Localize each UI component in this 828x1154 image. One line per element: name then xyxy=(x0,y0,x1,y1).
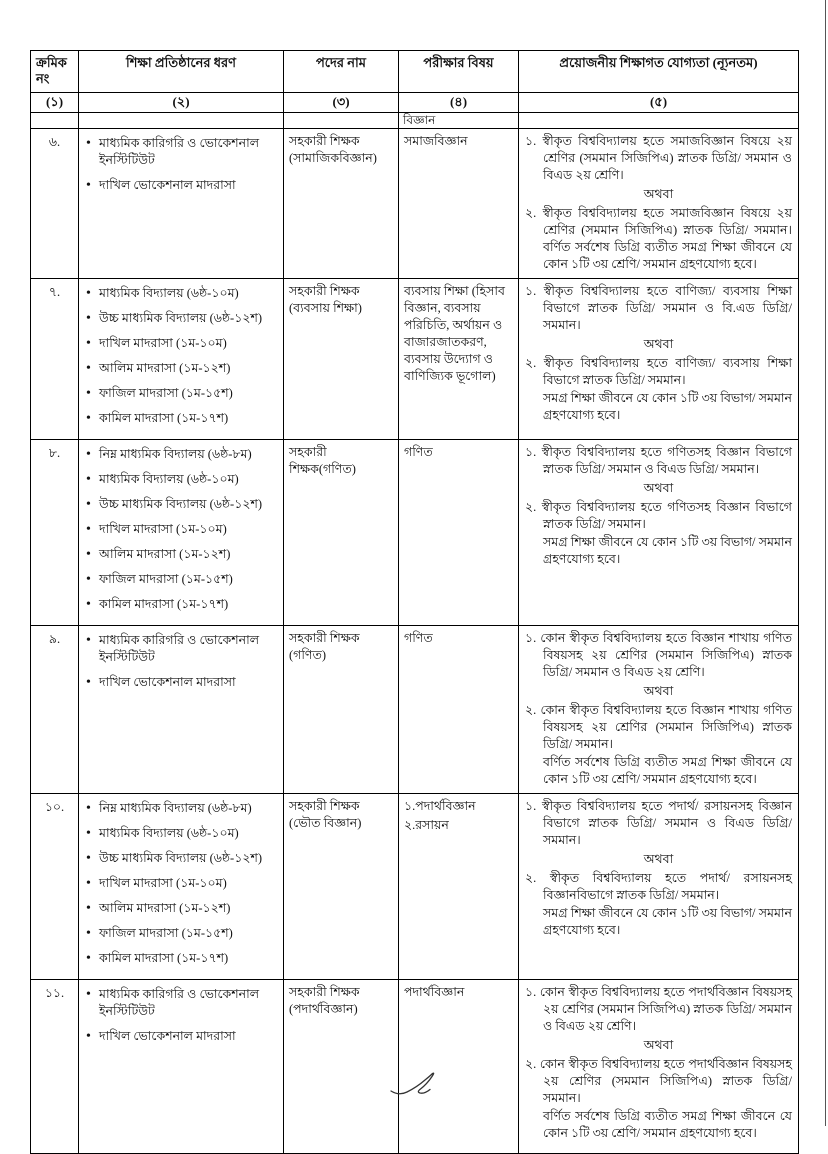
subject-line: সমাজবিজ্ঞান xyxy=(404,134,468,149)
institution-list xyxy=(84,135,278,194)
institution-cell xyxy=(79,980,284,1154)
institution-item: • দাখিল ভোকেশনাল মাদরাসা xyxy=(84,674,278,691)
qualification-note: বর্ণিত সর্বশেষ ডিগ্রি ব্যতীত সমগ্র শিক্ষা জীবনে যে কোন ১টি ৩য় শ্রেণি/ সমমান গ্রহণযোগ্য হবে। xyxy=(543,755,792,787)
serial-cell: ১০. xyxy=(31,794,79,980)
subject-line: পদার্থবিজ্ঞান xyxy=(404,985,465,1000)
qualification-note: সমগ্র শিক্ষা জীবনে যে কোন ১টি ৩য় বিভাগ/ সমমান গ্রহণযোগ্য হবে। xyxy=(543,906,792,938)
subject-line: গণিত xyxy=(404,631,433,646)
qualification-item: ১. কোন স্বীকৃত বিশ্ববিদ্যালয় হতে বিজ্ঞান শাখায় গণিত বিষয়সহ ২য় শ্রেণির (সমমান সিজিপিএ) স্নাতক ডিগ্রি/ সমমান ও বিএড ২য় শ্রেণি। xyxy=(525,631,792,680)
table-row xyxy=(31,794,799,980)
column-number-2: (২) xyxy=(79,92,284,112)
column-number-5: (৫) xyxy=(519,92,799,112)
signature-scribble-icon xyxy=(388,1070,444,1098)
qualification-item: ১. স্বীকৃত বিশ্ববিদ্যালয় হতে পদার্থ/ রসায়নসহ বিজ্ঞান বিভাগে স্নাতক ডিগ্রি/ সমমান ও বিএড ডিগ্রি/ সমমান। xyxy=(525,799,792,848)
institution-cell xyxy=(79,129,284,279)
institution-item: • মাধ্যমিক বিদ্যালয় (৬ষ্ঠ-১০ম) xyxy=(84,285,278,302)
institution-item: • দাখিল মাদরাসা (১ম-১০ম) xyxy=(84,875,278,892)
post-cell: সহকারী শিক্ষক (পদার্থবিজ্ঞান) xyxy=(284,980,399,1154)
institution-list xyxy=(84,446,278,613)
serial-cell: ৬. xyxy=(31,129,79,279)
qualification-cell xyxy=(519,794,799,980)
institution-item: • দাখিল মাদরাসা (১ম-১০ম) xyxy=(84,335,278,352)
qualification-item: ২. স্বীকৃত বিশ্ববিদ্যালয় হতে পদার্থ/ রসায়নসহ বিজ্ঞানবিভাগে স্নাতক ডিগ্রি/ সমমান। xyxy=(525,871,792,903)
header-post-name: পদের নাম xyxy=(284,51,399,93)
serial-cell: ১১. xyxy=(31,980,79,1154)
column-number-3: (৩) xyxy=(284,92,399,112)
qualification-item: ২. স্বীকৃত বিশ্ববিদ্যালয় হতে সমাজবিজ্ঞান বিষয়ে ২য় শ্রেণির (সমমান সিজিপিএ) স্নাতক ডিগ্রি/ সমমান। বর্ণিত সর্বশেষ ডিগ্রি ব্যতীত সমগ্র শিক্ষা জীবনে যে কোন ১টি ৩য় শ্রেণি/ সমমান গ্রহণযোগ্য হবে। xyxy=(525,206,792,272)
section-label: বিজ্ঞান xyxy=(399,112,519,128)
section-empty-cell xyxy=(284,112,399,128)
scan-edge-artifact xyxy=(825,0,826,1126)
subject-cell xyxy=(399,279,519,440)
institution-list xyxy=(84,285,278,427)
table-row xyxy=(31,129,799,279)
institution-item: • দাখিল মাদরাসা (১ম-১০ম) xyxy=(84,521,278,538)
header-exam-subject: পরীক্ষার বিষয় xyxy=(399,51,519,93)
institution-item: • আলিম মাদরাসা (১ম-১২শ) xyxy=(84,360,278,377)
subject-line: ২.রসায়ন xyxy=(404,818,449,833)
qualification-or: অথবা xyxy=(643,187,674,202)
table-row xyxy=(31,279,799,440)
institution-item: • ফাজিল মাদরাসা (১ম-১৫শ) xyxy=(84,571,278,588)
institution-item: • দাখিল ভোকেশনাল মাদরাসা xyxy=(84,177,278,194)
institution-item: • ফাজিল মাদরাসা (১ম-১৫শ) xyxy=(84,925,278,942)
institution-item: • কামিল মাদরাসা (১ম-১৭শ) xyxy=(84,596,278,613)
institution-item: • মাধ্যমিক কারিগরি ও ভোকেশনাল ইনস্টিটিউট xyxy=(84,986,278,1020)
post-cell: সহকারী শিক্ষক (ব্যবসায় শিক্ষা) xyxy=(284,279,399,440)
institution-cell xyxy=(79,794,284,980)
qualification-cell xyxy=(519,980,799,1154)
institution-item: • আলিম মাদরাসা (১ম-১২শ) xyxy=(84,546,278,563)
header-institution-type: শিক্ষা প্রতিষ্ঠানের ধরণ xyxy=(79,51,284,93)
serial-cell: ৮. xyxy=(31,440,79,626)
institution-list xyxy=(84,800,278,967)
table-row xyxy=(31,440,799,626)
header-row xyxy=(31,51,799,93)
institution-item: • ফাজিল মাদরাসা (১ম-১৫শ) xyxy=(84,385,278,402)
table-row xyxy=(31,980,799,1154)
qualification-or: অথবা xyxy=(643,684,674,699)
header-qualification: প্রয়োজনীয় শিক্ষাগত যোগ্যতা (ন্যূনতম) xyxy=(519,51,799,93)
column-number-row xyxy=(31,92,799,112)
qualification-item: ২. স্বীকৃত বিশ্ববিদ্যালয় হতে গণিতসহ বিজ্ঞান বিভাগে স্নাতক ডিগ্রি/ সমমান। xyxy=(525,500,792,532)
column-number-4: (৪) xyxy=(399,92,519,112)
qualification-note: সমগ্র শিক্ষা জীবনে যে কোন ১টি ৩য় বিভাগ/ সমমান গ্রহণযোগ্য হবে। xyxy=(543,535,792,567)
serial-cell: ৭. xyxy=(31,279,79,440)
subject-line: ১.পদার্থবিজ্ঞান xyxy=(404,799,476,814)
header-serial: ক্রমিক নং xyxy=(31,51,79,93)
table-row xyxy=(31,626,799,794)
post-cell: সহকারী শিক্ষক (গণিত) xyxy=(284,626,399,794)
post-cell: সহকারী শিক্ষক (ভৌত বিজ্ঞান) xyxy=(284,794,399,980)
institution-item: • কামিল মাদরাসা (১ম-১৭শ) xyxy=(84,410,278,427)
post-cell: সহকারী শিক্ষক (সামাজিকবিজ্ঞান) xyxy=(284,129,399,279)
institution-item: • মাধ্যমিক বিদ্যালয় (৬ষ্ঠ-১০ম) xyxy=(84,825,278,842)
institution-item: • উচ্চ মাধ্যমিক বিদ্যালয় (৬ষ্ঠ-১২শ) xyxy=(84,496,278,513)
section-row xyxy=(31,112,799,128)
institution-item: • নিম্ন মাধ্যমিক বিদ্যালয় (৬ষ্ঠ-৮ম) xyxy=(84,446,278,463)
subject-cell xyxy=(399,129,519,279)
qualification-item: ২. কোন স্বীকৃত বিশ্ববিদ্যালয় হতে বিজ্ঞান শাখায় গণিত বিষয়সহ ২য় শ্রেণির (সমমান সিজিপিএ) স্নাতক ডিগ্রি/ সমমান। xyxy=(525,703,792,752)
institution-item: • উচ্চ মাধ্যমিক বিদ্যালয় (৬ষ্ঠ-১২শ) xyxy=(84,850,278,867)
qualification-item: ১. স্বীকৃত বিশ্ববিদ্যালয় হতে গণিতসহ বিজ্ঞান বিভাগে স্নাতক ডিগ্রি/ সমমান ও বিএড ডিগ্রি/ সমমান। xyxy=(525,445,792,477)
table-body xyxy=(31,129,799,1154)
post-cell: সহকারী শিক্ষক(গণিত) xyxy=(284,440,399,626)
institution-item: • মাধ্যমিক কারিগরি ও ভোকেশনাল ইনস্টিটিউট xyxy=(84,632,278,666)
section-empty-cell xyxy=(519,112,799,128)
qualification-note: বর্ণিত সর্বশেষ ডিগ্রি ব্যতীত সমগ্র শিক্ষা জীবনে যে কোন ১টি ৩য় শ্রেণি/ সমমান গ্রহণযোগ্য হবে। xyxy=(543,1109,792,1141)
subject-line: গণিত xyxy=(404,445,433,460)
institution-item: • দাখিল ভোকেশনাল মাদরাসা xyxy=(84,1028,278,1045)
qualification-note: সমগ্র শিক্ষা জীবনে যে কোন ১টি ৩য় বিভাগ/ সমমান গ্রহণযোগ্য হবে। xyxy=(543,391,792,423)
table-head xyxy=(31,51,799,129)
qualification-item: ২. স্বীকৃত বিশ্ববিদ্যালয় হতে বাণিজ্য/ ব্যবসায় শিক্ষা বিভাগে স্নাতক ডিগ্রি/ সমমান। xyxy=(525,356,792,388)
institution-item: • উচ্চ মাধ্যমিক বিদ্যালয় (৬ষ্ঠ-১২শ) xyxy=(84,310,278,327)
subject-line: ব্যবসায় শিক্ষা (হিসাব বিজ্ঞান, ব্যবসায় পরিচিতি, অর্থায়ন ও বাজারজাতকরণ, ব্যবসায় উদ্যোগ ও বাণিজ্যিক ভূগোল) xyxy=(404,284,505,384)
subject-cell xyxy=(399,626,519,794)
section-empty-cell xyxy=(31,112,79,128)
qualification-item: ২. কোন স্বীকৃত বিশ্ববিদ্যালয় হতে পদার্থবিজ্ঞান বিষয়সহ ২য় শ্রেণির (সমমান সিজিপিএ) স্নাতক ডিগ্রি/ সমমান। xyxy=(525,1057,792,1106)
qualification-item: ১. কোন স্বীকৃত বিশ্ববিদ্যালয় হতে পদার্থবিজ্ঞান বিষয়সহ ২য় শ্রেণির (সমমান সিজিপিএ) স্নাতক ডিগ্রি/ সমমান ও বিএড ২য় শ্রেণি। xyxy=(525,985,792,1034)
institution-item: • আলিম মাদরাসা (১ম-১২শ) xyxy=(84,900,278,917)
qualification-cell xyxy=(519,129,799,279)
institution-list xyxy=(84,986,278,1045)
qualification-item: ১. স্বীকৃত বিশ্ববিদ্যালয় হতে সমাজবিজ্ঞান বিষয়ে ২য় শ্রেণির (সমমান সিজিপিএ) স্নাতক ডিগ্রি/ সমমান ও বিএড ২য় শ্রেণি। xyxy=(525,134,792,183)
institution-item: • মাধ্যমিক কারিগরি ও ভোকেশনাল ইনস্টিটিউট xyxy=(84,135,278,169)
subject-cell xyxy=(399,794,519,980)
subject-cell xyxy=(399,980,519,1154)
institution-cell xyxy=(79,626,284,794)
qualification-cell xyxy=(519,279,799,440)
institution-list xyxy=(84,632,278,691)
signature xyxy=(388,1070,444,1098)
qualification-cell xyxy=(519,626,799,794)
institution-cell xyxy=(79,279,284,440)
column-number-1: (১) xyxy=(31,92,79,112)
serial-cell: ৯. xyxy=(31,626,79,794)
qualification-or: অথবা xyxy=(643,1038,674,1053)
institution-item: • নিম্ন মাধ্যমিক বিদ্যালয় (৬ষ্ঠ-৮ম) xyxy=(84,800,278,817)
institution-cell xyxy=(79,440,284,626)
institution-item: • কামিল মাদরাসা (১ম-১৭শ) xyxy=(84,950,278,967)
qualification-table xyxy=(30,50,799,1154)
qualification-or: অথবা xyxy=(643,481,674,496)
qualification-or: অথবা xyxy=(643,337,674,352)
section-empty-cell xyxy=(79,112,284,128)
qualification-item: ১. স্বীকৃত বিশ্ববিদ্যালয় হতে বাণিজ্য/ ব্যবসায় শিক্ষা বিভাগে স্নাতক ডিগ্রি/ সমমান ও বি.এড ডিগ্রি/ সমমান। xyxy=(525,284,792,333)
subject-cell xyxy=(399,440,519,626)
qualification-or: অথবা xyxy=(643,852,674,867)
qualification-cell xyxy=(519,440,799,626)
institution-item: • মাধ্যমিক বিদ্যালয় (৬ষ্ঠ-১০ম) xyxy=(84,471,278,488)
